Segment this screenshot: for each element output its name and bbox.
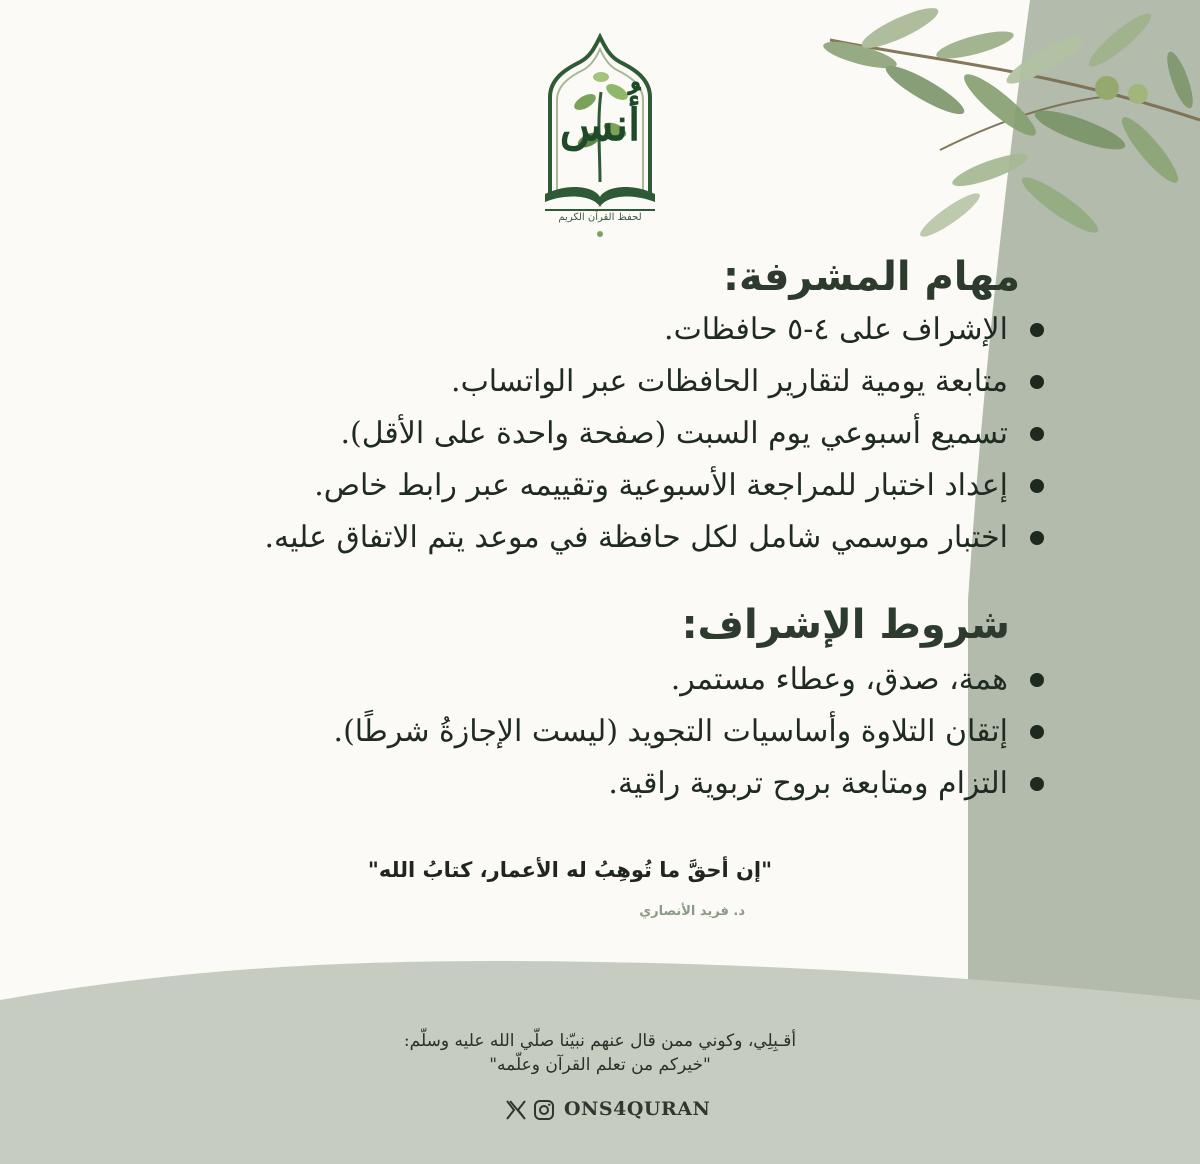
task-item: اختبار موسمي شامل لكل حافظة في موعد يتم الاتفاق عليه.	[264, 512, 1050, 564]
bullet-icon	[1030, 531, 1044, 545]
bullet-icon	[1030, 479, 1044, 493]
instagram-icon[interactable]	[532, 1098, 556, 1122]
condition-item: التزام ومتابعة بروح تربوية راقية.	[334, 758, 1050, 810]
bullet-icon	[1030, 777, 1044, 791]
condition-item: إتقان التلاوة وأساسيات التجويد (ليست الإجازةُ شرطًا).	[334, 706, 1050, 758]
condition-item: همة، صدق، وعطاء مستمر.	[334, 654, 1050, 706]
logo-word: أُنس	[559, 100, 641, 151]
footer-line-2: "خيركم من تعلم القرآن وعلّمه"	[489, 1055, 711, 1075]
conditions-list	[334, 654, 1050, 810]
x-icon[interactable]	[504, 1098, 528, 1122]
bullet-icon	[1030, 375, 1044, 389]
social-handle[interactable]: ONS4QURAN	[564, 1098, 711, 1120]
conditions-heading: شروط الإشراف:	[681, 602, 1010, 648]
logo-subtitle: لحفظ القرآن الكريم	[558, 212, 642, 223]
logo	[525, 22, 675, 240]
footer-line-1: أقـبِلِي، وكوني ممن قال عنهم نبيّنا صلّي الله عليه وسلّم:	[403, 1031, 797, 1051]
task-item: تسميع أسبوعي يوم السبت (صفحة واحدة على الأقل).	[264, 408, 1050, 460]
bullet-icon	[1030, 725, 1044, 739]
task-item: الإشراف على ٤-٥ حافظات.	[264, 304, 1050, 356]
task-item: إعداد اختبار للمراجعة الأسبوعية وتقييمه عبر رابط خاص.	[264, 460, 1050, 512]
quote-author: د. فريد الأنصاري	[639, 904, 745, 919]
bullet-icon	[1030, 427, 1044, 441]
tasks-heading: مهام المشرفة:	[722, 254, 1020, 300]
bullet-icon	[1030, 323, 1044, 337]
bullet-icon	[1030, 673, 1044, 687]
social-row	[500, 1096, 740, 1126]
task-item: متابعة يومية لتقارير الحافظات عبر الواتساب.	[264, 356, 1050, 408]
quote-text: "إن أحقَّ ما تُوهِبُ له الأعمار، كتابُ الله"	[367, 858, 773, 882]
tasks-list	[264, 304, 1050, 564]
